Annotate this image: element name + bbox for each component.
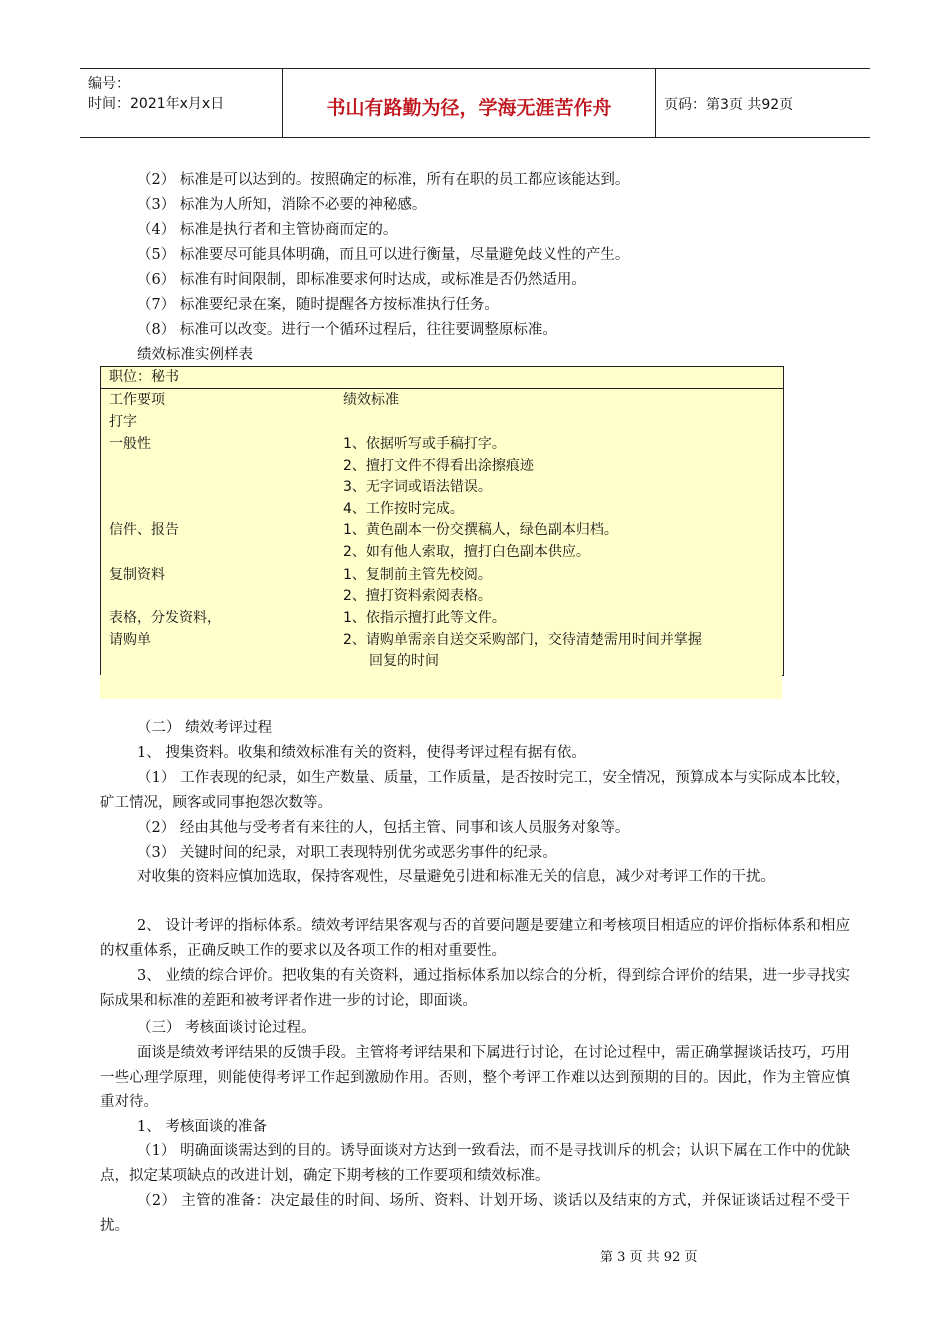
table-cell-standard: 1、黄色副本一份交撰稿人，绿色副本归档。 bbox=[343, 522, 618, 538]
paragraph: （2） 经由其他与受考者有来往的人，包括主管、同事和该人员服务对象等。 bbox=[137, 820, 630, 836]
table-cell-standard: 1、依据听写或手稿打字。 bbox=[343, 436, 506, 452]
list-item: （3） 标准为人所知，消除不必要的神秘感。 bbox=[137, 197, 427, 213]
header-page-cell bbox=[656, 69, 870, 137]
table-cell-standard: 3、无字词或语法错误。 bbox=[343, 479, 492, 495]
paragraph: 3、 业绩的综合评价。把收集的有关资料，通过指标体系加以综合的分析，得到综合评价的结果，进一步寻找实际成果和标准的差距和被考评者作进一步的讨论，即面谈。 bbox=[100, 968, 850, 1009]
section-title: （二） 绩效考评过程 bbox=[137, 720, 273, 736]
table-cell-item: 复制资料 bbox=[109, 567, 165, 583]
paragraph: 2、 设计考评的指标体系。绩效考评结果客观与否的首要问题是要建立和考核项目相适应的评价指标体系和相应的权重体系，正确反映工作的要求以及各项工作的相对重要性。 bbox=[100, 918, 850, 959]
paragraph: （1） 工作表现的纪录，如生产数量、质量，工作质量，是否按时完工，安全情况，预算成本与实际成本比较，矿工情况，顾客或同事抱怨次数等。 bbox=[100, 770, 850, 811]
table-cell-standard: 4、工作按时完成。 bbox=[343, 501, 464, 517]
paragraph: （3） 关键时间的纪录，对职工表现特别优劣或恶劣事件的纪录。 bbox=[137, 845, 557, 861]
table-cell-item: 打字 bbox=[109, 414, 137, 430]
list-item: （6） 标准有时间限制，即标准要求何时达成，或标准是否仍然适用。 bbox=[137, 272, 586, 288]
doc-number: 编号： bbox=[88, 76, 130, 92]
table-cell-standard: 2、擅打文件不得看出涂擦痕迹 bbox=[343, 458, 534, 474]
table-cell-item: 一般性 bbox=[109, 436, 151, 452]
paragraph: 面谈是绩效考评结果的反馈手段。主管将考评结果和下属进行讨论，在讨论过程中，需正确掌握谈话技巧，巧用一些心理学原理，则能使得考评工作起到激励作用。否则，整个考评工作难以达到预期的目的。因此，作为主管应慎重对待。 bbox=[100, 1045, 850, 1110]
table-cell-standard: 2、擅打资料索阅表格。 bbox=[343, 588, 492, 604]
table-cell-item: 表格，分发资料， bbox=[109, 610, 221, 626]
table-bottom-band bbox=[100, 675, 782, 699]
page-indicator: 页码：第3页 共92页 bbox=[664, 97, 794, 113]
col-header-standard: 绩效标准 bbox=[343, 392, 399, 408]
table-cell-item: 信件、报告 bbox=[109, 522, 179, 538]
motto: 书山有路勤为径，学海无涯苦作舟 bbox=[326, 97, 612, 119]
paragraph: （2） 主管的准备：决定最佳的时间、场所、资料、计划开场、谈话以及结束的方式，并保证谈话过程不受干扰。 bbox=[100, 1193, 850, 1234]
section-title: （三） 考核面谈讨论过程。 bbox=[137, 1020, 316, 1036]
list-item: （5） 标准要尽可能具体明确，而且可以进行衡量，尽量避免歧义性的产生。 bbox=[137, 247, 630, 263]
list-item: （8） 标准可以改变。进行一个循环过程后，往往要调整原标准。 bbox=[137, 322, 557, 338]
performance-standard-table bbox=[100, 366, 784, 676]
header-motto-cell bbox=[283, 69, 656, 137]
list-item: （7） 标准要纪录在案，随时提醒各方按标准执行任务。 bbox=[137, 297, 499, 313]
list-item: （4） 标准是执行者和主管协商而定的。 bbox=[137, 222, 398, 238]
list-item: （2） 标准是可以达到的。按照确定的标准，所有在职的员工都应该能达到。 bbox=[137, 172, 630, 188]
table-cell-standard: 1、依指示擅打此等文件。 bbox=[343, 610, 506, 626]
table-cell-standard: 回复的时间 bbox=[369, 653, 439, 669]
table-position: 职位：秘书 bbox=[109, 369, 179, 385]
paragraph: 对收集的资料应慎加选取，保持客观性，尽量避免引进和标准无关的信息，减少对考评工作的干扰。 bbox=[137, 869, 775, 885]
table-caption: 绩效标准实例样表 bbox=[137, 347, 253, 363]
paragraph: （1） 明确面谈需达到的目的。诱导面谈对方达到一致看法，而不是寻找训斥的机会；认识下属在工作中的优缺点，拟定某项缺点的改进计划，确定下期考核的工作要项和绩效标准。 bbox=[100, 1143, 850, 1184]
table-cell-item: 请购单 bbox=[109, 632, 151, 648]
table-cell-standard: 2、如有他人索取，擅打白色副本供应。 bbox=[343, 544, 590, 560]
doc-date: 时间：2021年x月x日 bbox=[88, 96, 225, 112]
page-footer: 第 3 页 共 92 页 bbox=[600, 1250, 698, 1265]
col-header-item: 工作要项 bbox=[109, 392, 165, 408]
paragraph: 1、 考核面谈的准备 bbox=[137, 1119, 267, 1135]
table-cell-standard: 2、请购单需亲自送交采购部门，交待清楚需用时间并掌握 bbox=[343, 632, 702, 648]
page-header bbox=[80, 68, 870, 138]
table-position-row bbox=[101, 367, 783, 389]
header-meta-cell bbox=[80, 69, 283, 137]
table-cell-standard: 1、复制前主管先校阅。 bbox=[343, 567, 492, 583]
paragraph: 1、 搜集资料。收集和绩效标准有关的资料，使得考评过程有据有依。 bbox=[137, 745, 586, 761]
